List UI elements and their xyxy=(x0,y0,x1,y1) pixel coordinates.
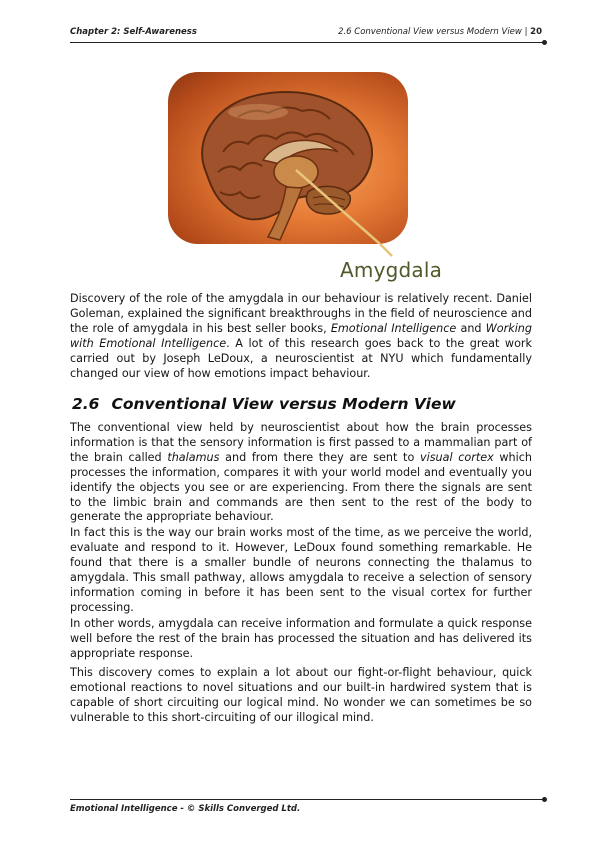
intro-text-2: . A lot of this research goes back to the great work carried out by Joseph LeDoux, a neuroscientist at NYU which fundamentally changed our view of how emotions impact behaviour. xyxy=(70,336,532,380)
figure-caption: Amygdala xyxy=(340,258,443,282)
page-footer: Emotional Intelligence - © Skills Converged Ltd. xyxy=(70,804,301,814)
p2-text-1: The conventional view held by neuroscientist about how the brain processes information is that the sensory information is first passed to a mammalian part of the brain called xyxy=(70,421,532,464)
p2-text-2: and from there they are sent to xyxy=(219,450,420,464)
term-visual-cortex: visual cortex xyxy=(419,450,494,464)
running-section: 2.6 Conventional View versus Modern View | 20 xyxy=(338,27,542,37)
section-number: 2.6 xyxy=(72,395,100,413)
term-thalamus: thalamus xyxy=(167,450,220,464)
p2-text-3: which processes the information, compares it with your world model and eventually you identify the objects you see or are experiencing. From there the signals are sent to the limbic brain and commands are then sent to the rest of the body to generate the appropriate behaviour. xyxy=(70,450,532,524)
book-title-1: Emotional Intelligence xyxy=(330,321,457,335)
chapter-title: Chapter 2: Self-Awareness xyxy=(70,27,197,37)
body-paragraph-1 xyxy=(70,421,532,525)
book-title-2: Working with Emotional Intelligence xyxy=(70,321,532,350)
intro-text-and: and xyxy=(456,321,486,335)
intro-paragraph xyxy=(70,292,532,381)
section-title: Conventional View versus Modern View xyxy=(111,395,456,413)
footer-rule xyxy=(70,799,544,800)
body-paragraph-3: In other words, amygdala can receive information and formulate a quick response well before the rest of the brain has processed the situation and has delivered its appropriate response. xyxy=(70,617,532,660)
body-paragraph-2: In fact this is the way our brain works most of the time, as we perceive the world, evaluate and respond to it. However, LeDoux found something remarkable. He found that there is a smaller bundle of neurons connecting the thalamus to amygdala. This small pathway, allows amygdala to receive a selection of sensory information coming in before it has been sent to the visual cortex for further processing. xyxy=(70,526,532,614)
page-number: 20 xyxy=(530,27,542,37)
running-section-title: 2.6 Conventional View versus Modern View xyxy=(338,27,522,37)
intro-text-1: Discovery of the role of the amygdala in our behaviour is relatively recent. Daniel Goleman, explained the significant breakthroughs in the field of neuroscience and the role of amygdala in his best seller books, xyxy=(70,292,532,335)
body-paragraph-4: This discovery comes to explain a lot about our fight-or-flight behaviour, quick emotional reactions to novel situations and our built-in hardwired system that is capable of short circuiting our logical mind. No wonder we can sometimes be so vulnerable to this short-circuiting of our illogical mind. xyxy=(70,666,532,724)
section-heading xyxy=(72,395,456,413)
